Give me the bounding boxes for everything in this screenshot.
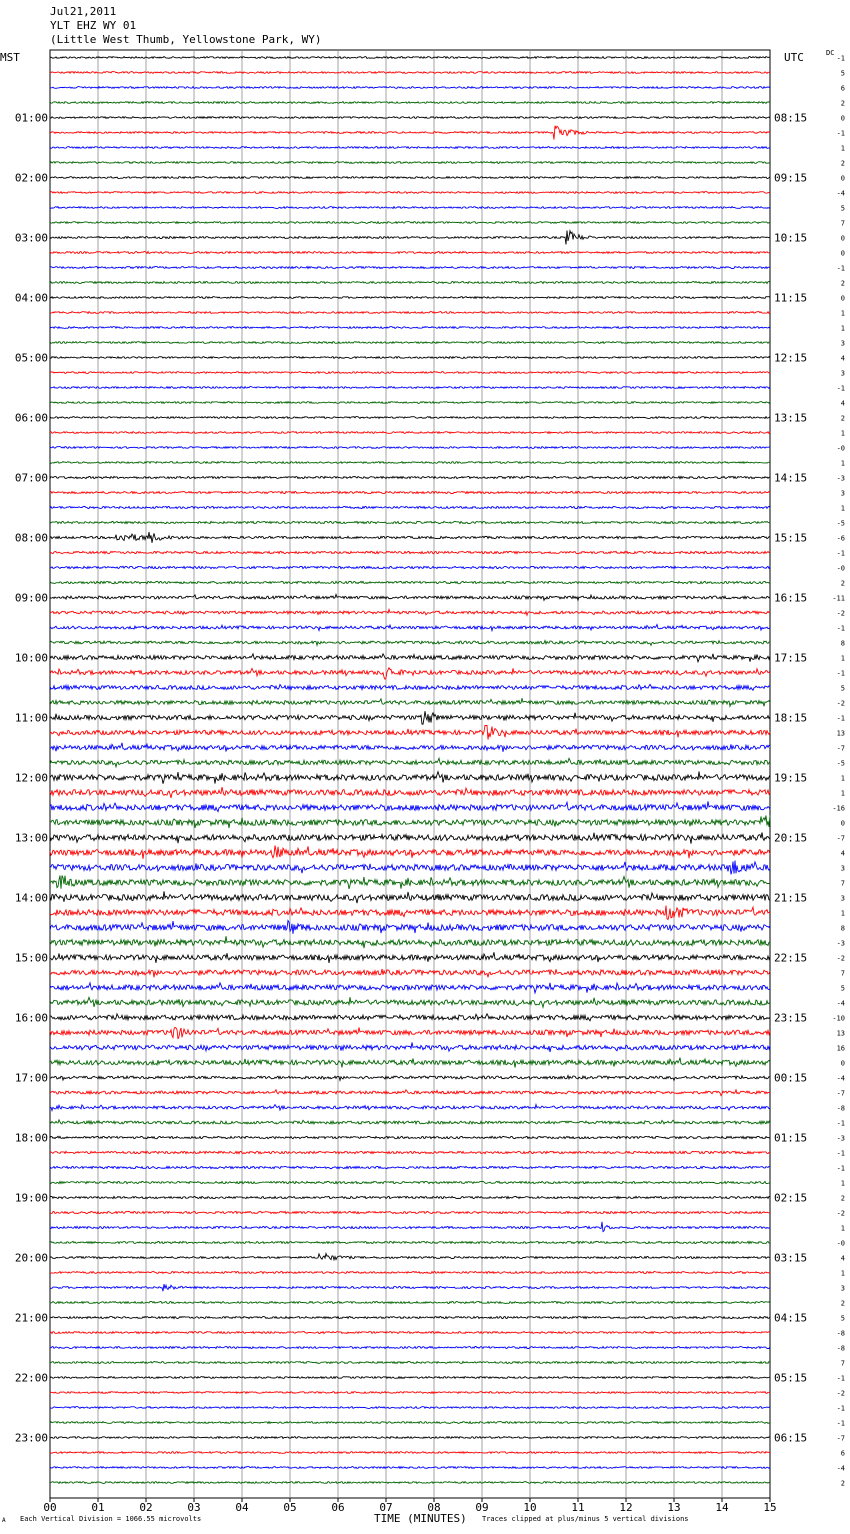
trace-row [50, 147, 770, 149]
mst-hour-label: 07:00 [14, 471, 48, 485]
utc-hour-label: 14:15 [774, 471, 808, 485]
dc-offset-label: 0 [840, 249, 845, 258]
trace-row [50, 787, 770, 798]
dc-offset-label: 1 [840, 309, 845, 318]
utc-hour-label: 06:15 [774, 1431, 808, 1445]
trace-row [50, 876, 770, 889]
mst-hour-label: 17:00 [14, 1071, 48, 1085]
mst-hour-label: 05:00 [14, 351, 48, 365]
trace-row [50, 936, 770, 948]
trace-row [50, 432, 770, 434]
trace-row [50, 357, 770, 359]
trace-row [50, 684, 770, 690]
dc-offset-label: -2 [836, 954, 845, 963]
dc-offset-label: 5 [840, 684, 845, 693]
utc-hour-label: 16:15 [774, 591, 808, 605]
trace-row [50, 1467, 770, 1469]
utc-hour-label: 19:15 [774, 771, 808, 785]
trace-row [50, 402, 770, 404]
mst-hour-label: 02:00 [14, 171, 48, 185]
mst-hour-label: 03:00 [14, 231, 48, 245]
dc-offset-label: -1 [836, 1374, 845, 1383]
dc-offset-label: 0 [840, 1059, 845, 1068]
mst-hour-label: 08:00 [14, 531, 48, 545]
mst-hour-label: 22:00 [14, 1371, 48, 1385]
trace-row [50, 758, 770, 767]
mst-hour-label: 13:00 [14, 831, 48, 845]
dc-offset-label: -7 [836, 1434, 845, 1443]
trace-row [50, 1076, 770, 1081]
dc-offset-label: 7 [840, 879, 845, 888]
dc-offset-label: -4 [836, 999, 845, 1008]
trace-row [50, 641, 770, 646]
trace-row [50, 1407, 770, 1409]
dc-offset-label: -1 [836, 1119, 845, 1128]
dc-offset-label: 2 [840, 579, 845, 588]
utc-hour-label: 21:15 [774, 891, 808, 905]
trace-row [50, 1241, 770, 1243]
trace-row [50, 192, 770, 194]
dc-offset-label: 2 [840, 414, 845, 423]
trace-row [50, 654, 770, 662]
dc-offset-label: -1 [836, 384, 845, 393]
trace-row [50, 282, 770, 284]
dc-offset-label: 5 [840, 69, 845, 78]
station-location: (Little West Thumb, Yellowstone Park, WY) [50, 33, 322, 46]
trace-row [50, 861, 770, 875]
x-tick-label: 04 [235, 1501, 249, 1514]
trace-row [50, 102, 770, 104]
trace-row [50, 997, 770, 1007]
trace-row [50, 668, 770, 680]
dc-offset-label: 2 [840, 159, 845, 168]
mst-hour-label: 18:00 [14, 1131, 48, 1145]
utc-hour-label: 23:15 [774, 1011, 808, 1025]
utc-hour-label: 02:15 [774, 1191, 808, 1205]
trace-row [50, 417, 770, 419]
mst-hour-label: 20:00 [14, 1251, 48, 1265]
mst-hour-label: 16:00 [14, 1011, 48, 1025]
mst-hour-label: 10:00 [14, 651, 48, 665]
x-tick-label: 00 [43, 1501, 57, 1514]
trace-row [50, 1151, 770, 1153]
trace-row [50, 952, 770, 963]
trace-row [50, 1284, 770, 1291]
trace-row [50, 846, 770, 859]
trace-row [50, 476, 770, 478]
dc-offset-label: 0 [840, 174, 845, 183]
mst-hour-labels [15, 112, 48, 1445]
dc-offset-label: -4 [836, 1074, 845, 1083]
mst-hour-label: 14:00 [14, 891, 48, 905]
trace-row [50, 1120, 770, 1124]
mst-hour-label: 15:00 [14, 951, 48, 965]
dc-offset-label: 13 [836, 729, 845, 738]
trace-row [50, 801, 770, 811]
station-code: YLT EHZ WY 01 [50, 19, 137, 32]
trace-row [50, 327, 770, 329]
dc-offset-label: -7 [836, 834, 845, 843]
trace-row [50, 532, 770, 543]
dc-offset-title: DC [826, 49, 835, 57]
mst-hour-label: 23:00 [14, 1431, 48, 1445]
trace-row [50, 1166, 770, 1168]
utc-hour-label: 04:15 [774, 1311, 808, 1325]
trace-row [50, 1317, 770, 1319]
dc-offset-label: 1 [840, 1224, 845, 1233]
x-tick-label: 01 [91, 1501, 105, 1514]
trace-row [50, 1211, 770, 1213]
dc-offset-label: -8 [836, 1104, 845, 1113]
trace-row [50, 1058, 770, 1068]
utc-hour-label: 12:15 [774, 351, 808, 365]
trace-row [50, 1347, 770, 1349]
dc-offset-label: 5 [840, 204, 845, 213]
trace-row [50, 1043, 770, 1053]
trace-row [50, 1482, 770, 1484]
dc-offset-label: -2 [836, 609, 845, 618]
trace-row [50, 177, 770, 179]
dc-offset-label: -4 [836, 189, 845, 198]
dc-offset-label: 4 [840, 849, 845, 858]
trace-row [50, 1377, 770, 1379]
dc-offset-label: 1 [840, 324, 845, 333]
dc-offset-label: 7 [840, 1359, 845, 1368]
utc-hour-labels [774, 112, 807, 1445]
trace-row [50, 594, 770, 600]
trace-row [50, 1422, 770, 1424]
dc-offset-label: -2 [836, 1389, 845, 1398]
trace-row [50, 342, 770, 344]
utc-hour-label: 13:15 [774, 411, 808, 425]
utc-hour-label: 08:15 [774, 111, 808, 125]
x-tick-label: 09 [475, 1501, 489, 1514]
x-tick-label: 06 [331, 1501, 345, 1514]
trace-row [50, 462, 770, 464]
utc-hour-label: 01:15 [774, 1131, 808, 1145]
utc-hour-label: 15:15 [774, 531, 808, 545]
utc-hour-label: 05:15 [774, 1371, 808, 1385]
dc-offset-label: 8 [840, 639, 845, 648]
x-tick-label: 11 [571, 1501, 585, 1514]
scale-note: Each Vertical Division = 1066.55 microvolts [20, 1515, 202, 1523]
trace-row [50, 711, 770, 724]
dc-offset-label: -3 [836, 474, 845, 483]
seismic-traces [50, 57, 770, 1484]
dc-offset-label: -2 [836, 1209, 845, 1218]
x-tick-label: 13 [667, 1501, 681, 1514]
trace-row [50, 625, 770, 631]
trace-row [50, 87, 770, 89]
trace-row [50, 891, 770, 903]
dc-offset-label: 7 [840, 969, 845, 978]
dc-offset-label: -1 [836, 1404, 845, 1413]
trace-row [50, 726, 770, 740]
trace-row [50, 921, 770, 934]
dc-offset-label: 13 [836, 1029, 845, 1038]
trace-row [50, 447, 770, 449]
x-tick-label: 08 [427, 1501, 441, 1514]
mst-hour-label: 06:00 [14, 411, 48, 425]
clip-note: Traces clipped at plus/minus 5 vertical divisions [482, 1515, 689, 1523]
dc-offset-label: -1 [836, 1164, 845, 1173]
dc-offset-label: -11 [832, 594, 845, 603]
dc-offset-label: 6 [840, 84, 845, 93]
utc-hour-label: 03:15 [774, 1251, 808, 1265]
trace-row [50, 57, 770, 59]
trace-row [50, 816, 770, 829]
dc-offset-label: -7 [836, 1089, 845, 1098]
trace-row [50, 207, 770, 209]
dc-offset-label: -1 [836, 1149, 845, 1158]
dc-offset-label: -3 [836, 939, 845, 948]
x-tick-label: 02 [139, 1501, 153, 1514]
trace-row [50, 969, 770, 977]
trace-row [50, 372, 770, 374]
trace-row [50, 1136, 770, 1138]
trace-row [50, 1181, 770, 1183]
trace-row [50, 566, 770, 568]
trace-row [50, 1362, 770, 1364]
mst-hour-label: 11:00 [14, 711, 48, 725]
trace-row [50, 698, 770, 706]
trace-row [50, 506, 770, 508]
x-tick-label: 14 [715, 1501, 729, 1514]
dc-offset-label: 1 [840, 504, 845, 513]
dc-offset-label: -1 [836, 264, 845, 273]
dc-offset-label: 0 [840, 294, 845, 303]
dc-offset-label: -8 [836, 1344, 845, 1353]
dc-offset-label: 1 [840, 429, 845, 438]
dc-offset-label: 16 [836, 1044, 845, 1053]
dc-offset-label: -10 [832, 1014, 845, 1023]
dc-offset-label: 2 [840, 1194, 845, 1203]
utc-hour-label: 17:15 [774, 651, 808, 665]
plot-date: Jul21,2011 [50, 5, 117, 18]
dc-offset-label: 1 [840, 1269, 845, 1278]
trace-row [50, 906, 770, 920]
trace-row [50, 1254, 770, 1260]
dc-offset-label: 1 [840, 144, 845, 153]
dc-offset-label: 2 [840, 279, 845, 288]
trace-row [50, 1452, 770, 1454]
utc-hour-label: 09:15 [774, 171, 808, 185]
dc-offset-label: -3 [836, 1134, 845, 1143]
x-tick-label: 05 [283, 1501, 297, 1514]
trace-row [50, 551, 770, 553]
dc-offset-label: 3 [840, 1284, 845, 1293]
trace-row [50, 117, 770, 119]
dc-offset-label: 8 [840, 924, 845, 933]
trace-row [50, 983, 770, 993]
trace-row [50, 743, 770, 752]
dc-offset-label: -8 [836, 1329, 845, 1338]
trace-row [50, 252, 770, 254]
dc-offset-label: -0 [836, 1239, 845, 1248]
dc-offset-label: 3 [840, 369, 845, 378]
x-tick-label: 15 [763, 1501, 777, 1514]
dc-offset-label: 3 [840, 864, 845, 873]
dc-offset-label: 1 [840, 654, 845, 663]
utc-hour-label: 00:15 [774, 1071, 808, 1085]
trace-row [50, 833, 770, 844]
trace-row [50, 1222, 770, 1232]
dc-offset-label: 0 [840, 819, 845, 828]
x-tick-label: 12 [619, 1501, 633, 1514]
utc-hour-label: 18:15 [774, 711, 808, 725]
dc-offset-label: -5 [836, 519, 845, 528]
dc-offset-label: 5 [840, 1314, 845, 1323]
trace-row [50, 1105, 770, 1111]
dc-offset-label: -2 [836, 699, 845, 708]
trace-row [50, 312, 770, 314]
trace-row [50, 581, 770, 583]
dc-offset-label: -4 [836, 1464, 845, 1473]
utc-hour-label: 10:15 [774, 231, 808, 245]
dc-offset-label: 1 [840, 909, 845, 918]
trace-row [50, 491, 770, 493]
dc-offset-label: 7 [840, 219, 845, 228]
x-tick-label: 03 [187, 1501, 201, 1514]
mst-hour-label: 19:00 [14, 1191, 48, 1205]
mst-hour-label: 04:00 [14, 291, 48, 305]
trace-row [50, 297, 770, 299]
trace-row [50, 126, 770, 140]
dc-offset-label: -1 [836, 54, 845, 63]
x-tick-label: 07 [379, 1501, 393, 1514]
dc-offset-label: 2 [840, 99, 845, 108]
trace-row [50, 231, 770, 245]
mst-hour-label: 21:00 [14, 1311, 48, 1325]
dc-offset-label: -6 [836, 534, 845, 543]
dc-offset-label: 5 [840, 984, 845, 993]
utc-hour-label: 20:15 [774, 831, 808, 845]
dc-offset-label: -1 [836, 1419, 845, 1428]
dc-offset-label: -1 [836, 549, 845, 558]
dc-offset-label: -1 [836, 624, 845, 633]
dc-offset-label: 1 [840, 1179, 845, 1188]
dc-offset-label: 6 [840, 1449, 845, 1458]
dc-offset-label: 4 [840, 1254, 845, 1263]
dc-offset-label: 1 [840, 774, 845, 783]
mst-axis-title: MST [0, 51, 20, 64]
trace-row [50, 1014, 770, 1021]
dc-offset-label: 3 [840, 489, 845, 498]
dc-offset-label: 3 [840, 894, 845, 903]
trace-row [50, 1027, 770, 1039]
utc-hour-label: 11:15 [774, 291, 808, 305]
x-axis-label: TIME (MINUTES) [374, 1512, 467, 1525]
utc-axis-title: UTC [784, 51, 804, 64]
trace-row [50, 1196, 770, 1198]
dc-offset-label: -1 [836, 669, 845, 678]
trace-row [50, 222, 770, 224]
dc-offset-label: -7 [836, 744, 845, 753]
dc-offset-label: -0 [836, 444, 845, 453]
utc-hour-label: 22:15 [774, 951, 808, 965]
dc-offset-label: 3 [840, 339, 845, 348]
dc-offset-label: 1 [840, 789, 845, 798]
dc-offset-label: 2 [840, 1299, 845, 1308]
dc-offset-label: -0 [836, 564, 845, 573]
dc-offset-label: -5 [836, 759, 845, 768]
dc-offset-label: 1 [840, 459, 845, 468]
dc-offset-label: 4 [840, 399, 845, 408]
trace-row [50, 1332, 770, 1334]
trace-row [50, 771, 770, 783]
dc-offset-label: 0 [840, 234, 845, 243]
trace-row [50, 1437, 770, 1439]
mst-hour-label: 01:00 [14, 111, 48, 125]
trace-row [50, 267, 770, 269]
trace-row [50, 609, 770, 615]
trace-row [50, 1302, 770, 1304]
dc-offset-label: -1 [836, 714, 845, 723]
dc-offset-label: 2 [840, 1479, 845, 1488]
trace-row [50, 521, 770, 523]
trace-row [50, 1272, 770, 1274]
dc-offset-label: 0 [840, 114, 845, 123]
trace-row [50, 162, 770, 164]
trace-row [50, 387, 770, 389]
footer-mark: A [2, 1517, 6, 1524]
trace-row [50, 1392, 770, 1394]
x-tick-label: 10 [523, 1501, 537, 1514]
dc-offset-label: -1 [836, 129, 845, 138]
dc-offset-labels [832, 55, 845, 1488]
mst-hour-label: 12:00 [14, 771, 48, 785]
trace-row [50, 1090, 770, 1096]
mst-hour-label: 09:00 [14, 591, 48, 605]
dc-offset-label: 4 [840, 354, 845, 363]
trace-row [50, 72, 770, 74]
dc-offset-label: -16 [832, 804, 845, 813]
